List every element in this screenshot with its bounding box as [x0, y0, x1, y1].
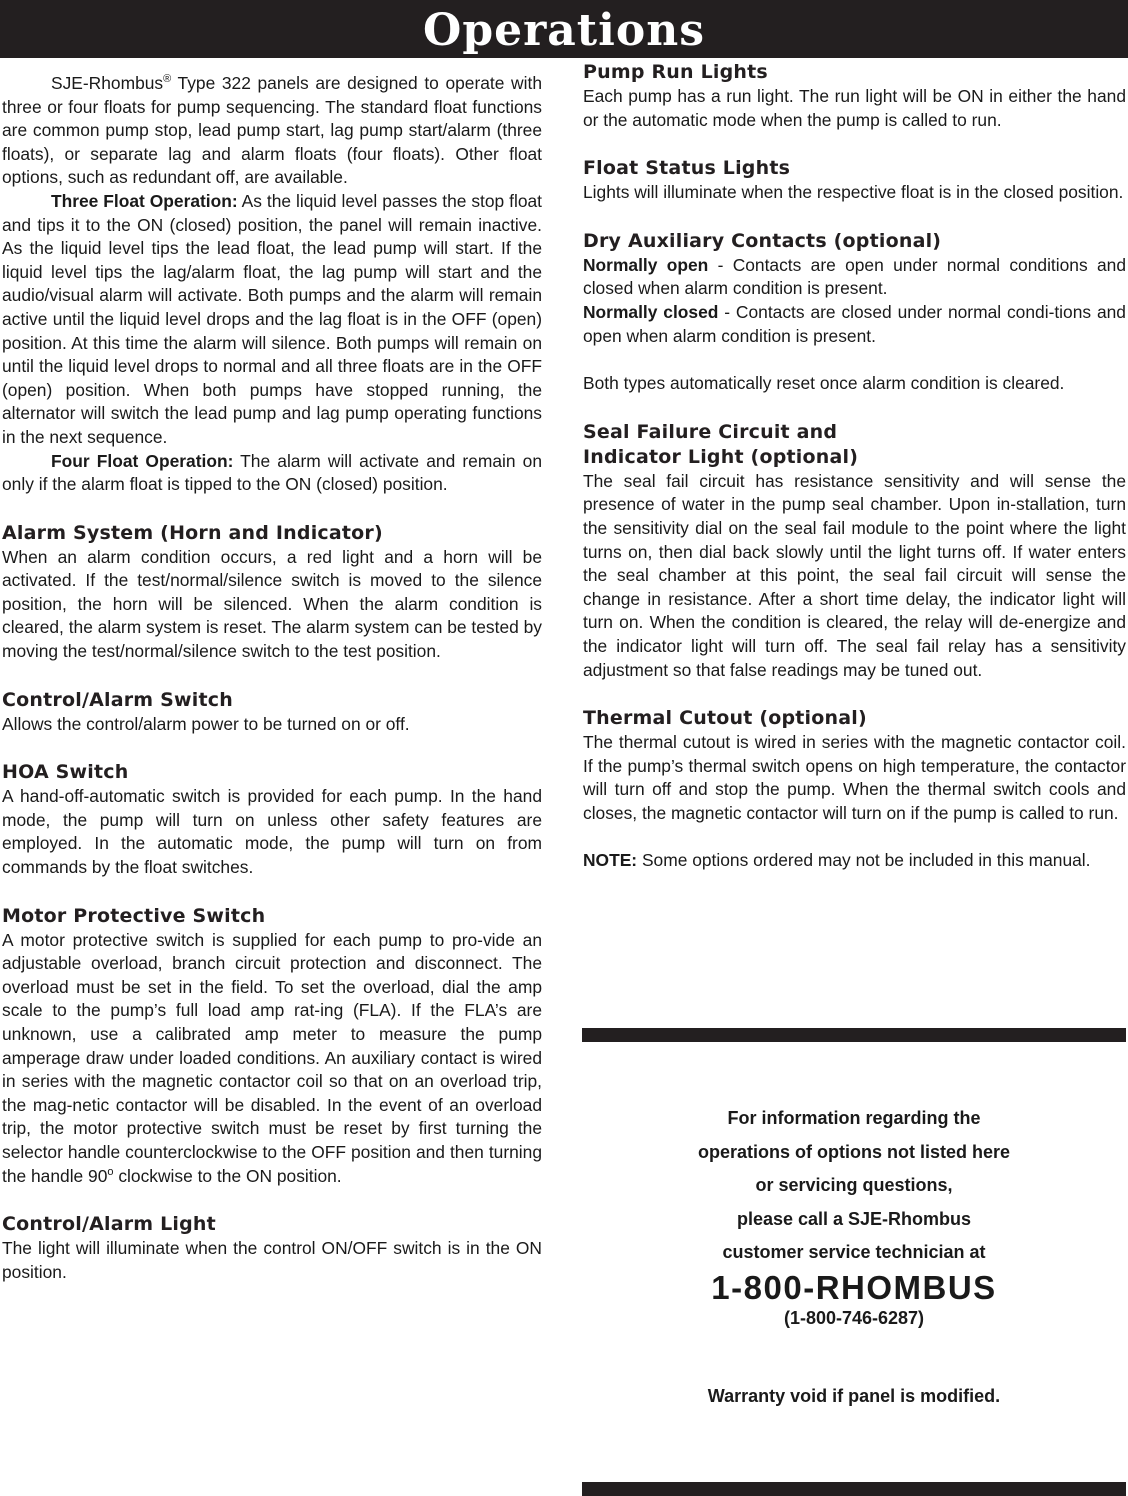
warranty-notice: Warranty void if panel is modified.	[707, 1385, 1001, 1406]
four-float-label: Four Float Operation:	[51, 450, 234, 471]
intro-paragraph	[2, 72, 542, 190]
note-label: NOTE:	[583, 850, 638, 871]
normally-closed-text: - Contacts are closed under normal condi-tions and open when alarm condition is present.	[583, 301, 1126, 346]
control-alarm-light-text: The light will illuminate when the control ON/OFF switch is in the ON position.	[2, 1238, 542, 1282]
page-header-banner	[0, 0, 1128, 58]
three-float-label: Three Float Operation:	[51, 190, 238, 211]
degree-mark: o	[107, 1165, 114, 1178]
motor-protective-switch-heading: Motor Protective Switch	[2, 904, 266, 927]
left-column	[2, 72, 542, 1284]
normally-open-text: - Contacts are open under normal conditions and closed when alarm condition is present.	[583, 254, 1126, 299]
normally-closed-paragraph	[583, 301, 1126, 348]
phone-digits: (1-800-746-6287)	[783, 1307, 925, 1328]
seal-failure-heading-line2: Indicator Light (optional)	[583, 445, 859, 468]
divider-bar-bottom	[582, 1482, 1126, 1496]
float-status-lights-text: Lights will illuminate when the respective float is in the closed position.	[583, 182, 1124, 203]
control-alarm-light-heading: Control/Alarm Light	[2, 1213, 216, 1236]
note-text: Some options ordered may not be included in this manual.	[637, 850, 1091, 871]
auto-reset-text: Both types automatically reset once alarm condition is cleared.	[583, 373, 1065, 394]
control-alarm-switch-heading: Control/Alarm Switch	[2, 688, 233, 711]
pump-run-lights-text: Each pump has a run light. The run light will be ON in either the hand or the automatic mode when the pump is called to run.	[583, 86, 1126, 130]
contact-info-box	[582, 1102, 1126, 1413]
normally-open-label: Normally open	[583, 254, 709, 275]
normally-open-paragraph	[583, 254, 1126, 301]
divider-bar-top	[582, 1028, 1126, 1042]
control-alarm-switch-text: Allows the control/alarm power to be turned on or off.	[2, 713, 410, 734]
contact-line-1: For information regarding the	[727, 1108, 981, 1128]
registered-mark: ®	[163, 73, 172, 86]
float-status-lights-heading: Float Status Lights	[583, 157, 791, 180]
intro-text: Type 322 panels are designed to operate with three or four floats for pump sequencing. The standard float functions are common pump stop, lead pump start, lag pump start/alarm (three floats), or separate lag and alarm floats (four floats). Other float options, such as redundant off, are available.	[2, 73, 542, 188]
three-float-text: As the liquid level passes the stop float and tips it to the ON (closed) position, the panel will remain inactive. As the liquid level tips the lead float, the lead pump will start. If the liquid level tips the lag/alarm float, the lag pump will start and the audio/visual alarm will activate. Both pumps and the alarm will remain active until the liquid level drops and the lag float is in the OFF (open) position. At this time the alarm will silence. Both pumps will remain on until the liquid level drops to normal and all three floats are in the OFF (open) position. When both pumps have stopped running, the alternator will switch the lead pump and lag pump operating functions in the next sequence.	[2, 190, 543, 447]
hoa-switch-text: A hand-off-automatic switch is provided for each pump. In the hand mode, the pump will turn on unless other safety features are employed. In the automatic mode, the pump will turn on from commands by the float switches.	[2, 786, 542, 878]
three-float-paragraph	[2, 190, 542, 450]
alarm-system-heading: Alarm System (Horn and Indicator)	[2, 521, 383, 544]
contact-line-4: please call a SJE-Rhombus	[736, 1208, 972, 1229]
page-title: Operations	[423, 5, 705, 56]
brand-name: SJE-Rhombus	[51, 73, 164, 93]
motor-protective-switch-text: A motor protective switch is supplied for each pump to pro-vide an adjustable overload, branch circuit protection and disconnect. The overload must be set in the field. To set the overload, dial the amp scale to the pump’s full load amp rat-ing (FLA). If the FLA’s are unknown, use a calibrated amp meter to measure the pump amperage draw under loaded conditions. An auxiliary contact is wired in series with the magnetic contactor coil so that on an overload trip, the mag-netic contactor will be disabled. In the event of an overload trip, the motor protective switch must be reset by first turning the selector handle counterclockwise to the OFF position and then turning the handle 90	[2, 929, 542, 1186]
thermal-cutout-text: The thermal cutout is wired in series with the magnetic contactor coil. If the pump’s thermal switch opens on high temperature, the contactor will turn off and stop the pump. When the thermal switch cools and closes, the magnetic contactor will turn on if the pump is called to run.	[583, 732, 1126, 823]
phone-number: 1-800-RHOMBUS	[711, 1268, 997, 1306]
contact-line-2: operations of options not listed here	[697, 1141, 1010, 1162]
normally-closed-label: Normally closed	[583, 301, 719, 322]
motor-protective-switch-paragraph	[2, 929, 542, 1189]
dry-aux-contacts-heading: Dry Auxiliary Contacts (optional)	[583, 229, 942, 252]
motor-protective-switch-tail: clockwise to the ON position.	[113, 1165, 342, 1186]
right-column	[583, 60, 1126, 873]
pump-run-lights-heading: Pump Run Lights	[583, 61, 768, 83]
contact-line-5: customer service technician at	[722, 1242, 986, 1262]
four-float-text: The alarm will activate and remain on only if the alarm float is tipped to the ON (closed) position.	[2, 450, 542, 495]
note-paragraph	[583, 849, 1126, 873]
thermal-cutout-heading: Thermal Cutout (optional)	[583, 707, 867, 730]
contact-line-3: or servicing questions,	[755, 1175, 953, 1195]
alarm-system-text: When an alarm condition occurs, a red light and a horn will be activated. If the test/normal/silence switch is moved to the silence position, the horn will be silenced. When the alarm condition is cleared, the alarm system is reset. The alarm system can be tested by moving the test/normal/silence switch to the test position.	[2, 546, 542, 662]
hoa-switch-heading: HOA Switch	[2, 761, 129, 784]
four-float-paragraph	[2, 450, 542, 497]
seal-failure-heading-line1: Seal Failure Circuit and	[583, 420, 838, 443]
seal-failure-text: The seal fail circuit has resistance sensitivity and will sense the presence of water in the pump seal chamber. Upon in-stallation, turn the sensitivity dial on the seal fail module to the point where the light turns on, then dial back slowly until the light turns off. If water enters the seal chamber at this point, the seal fail circuit will sense the change in resistance. After a short time delay, the indicator light will turn on. When the condition is cleared, the relay will de-energize and the indicator light will turn off. The seal fail relay has a sensitivity adjustment so that false readings may be tuned out.	[583, 470, 1126, 680]
